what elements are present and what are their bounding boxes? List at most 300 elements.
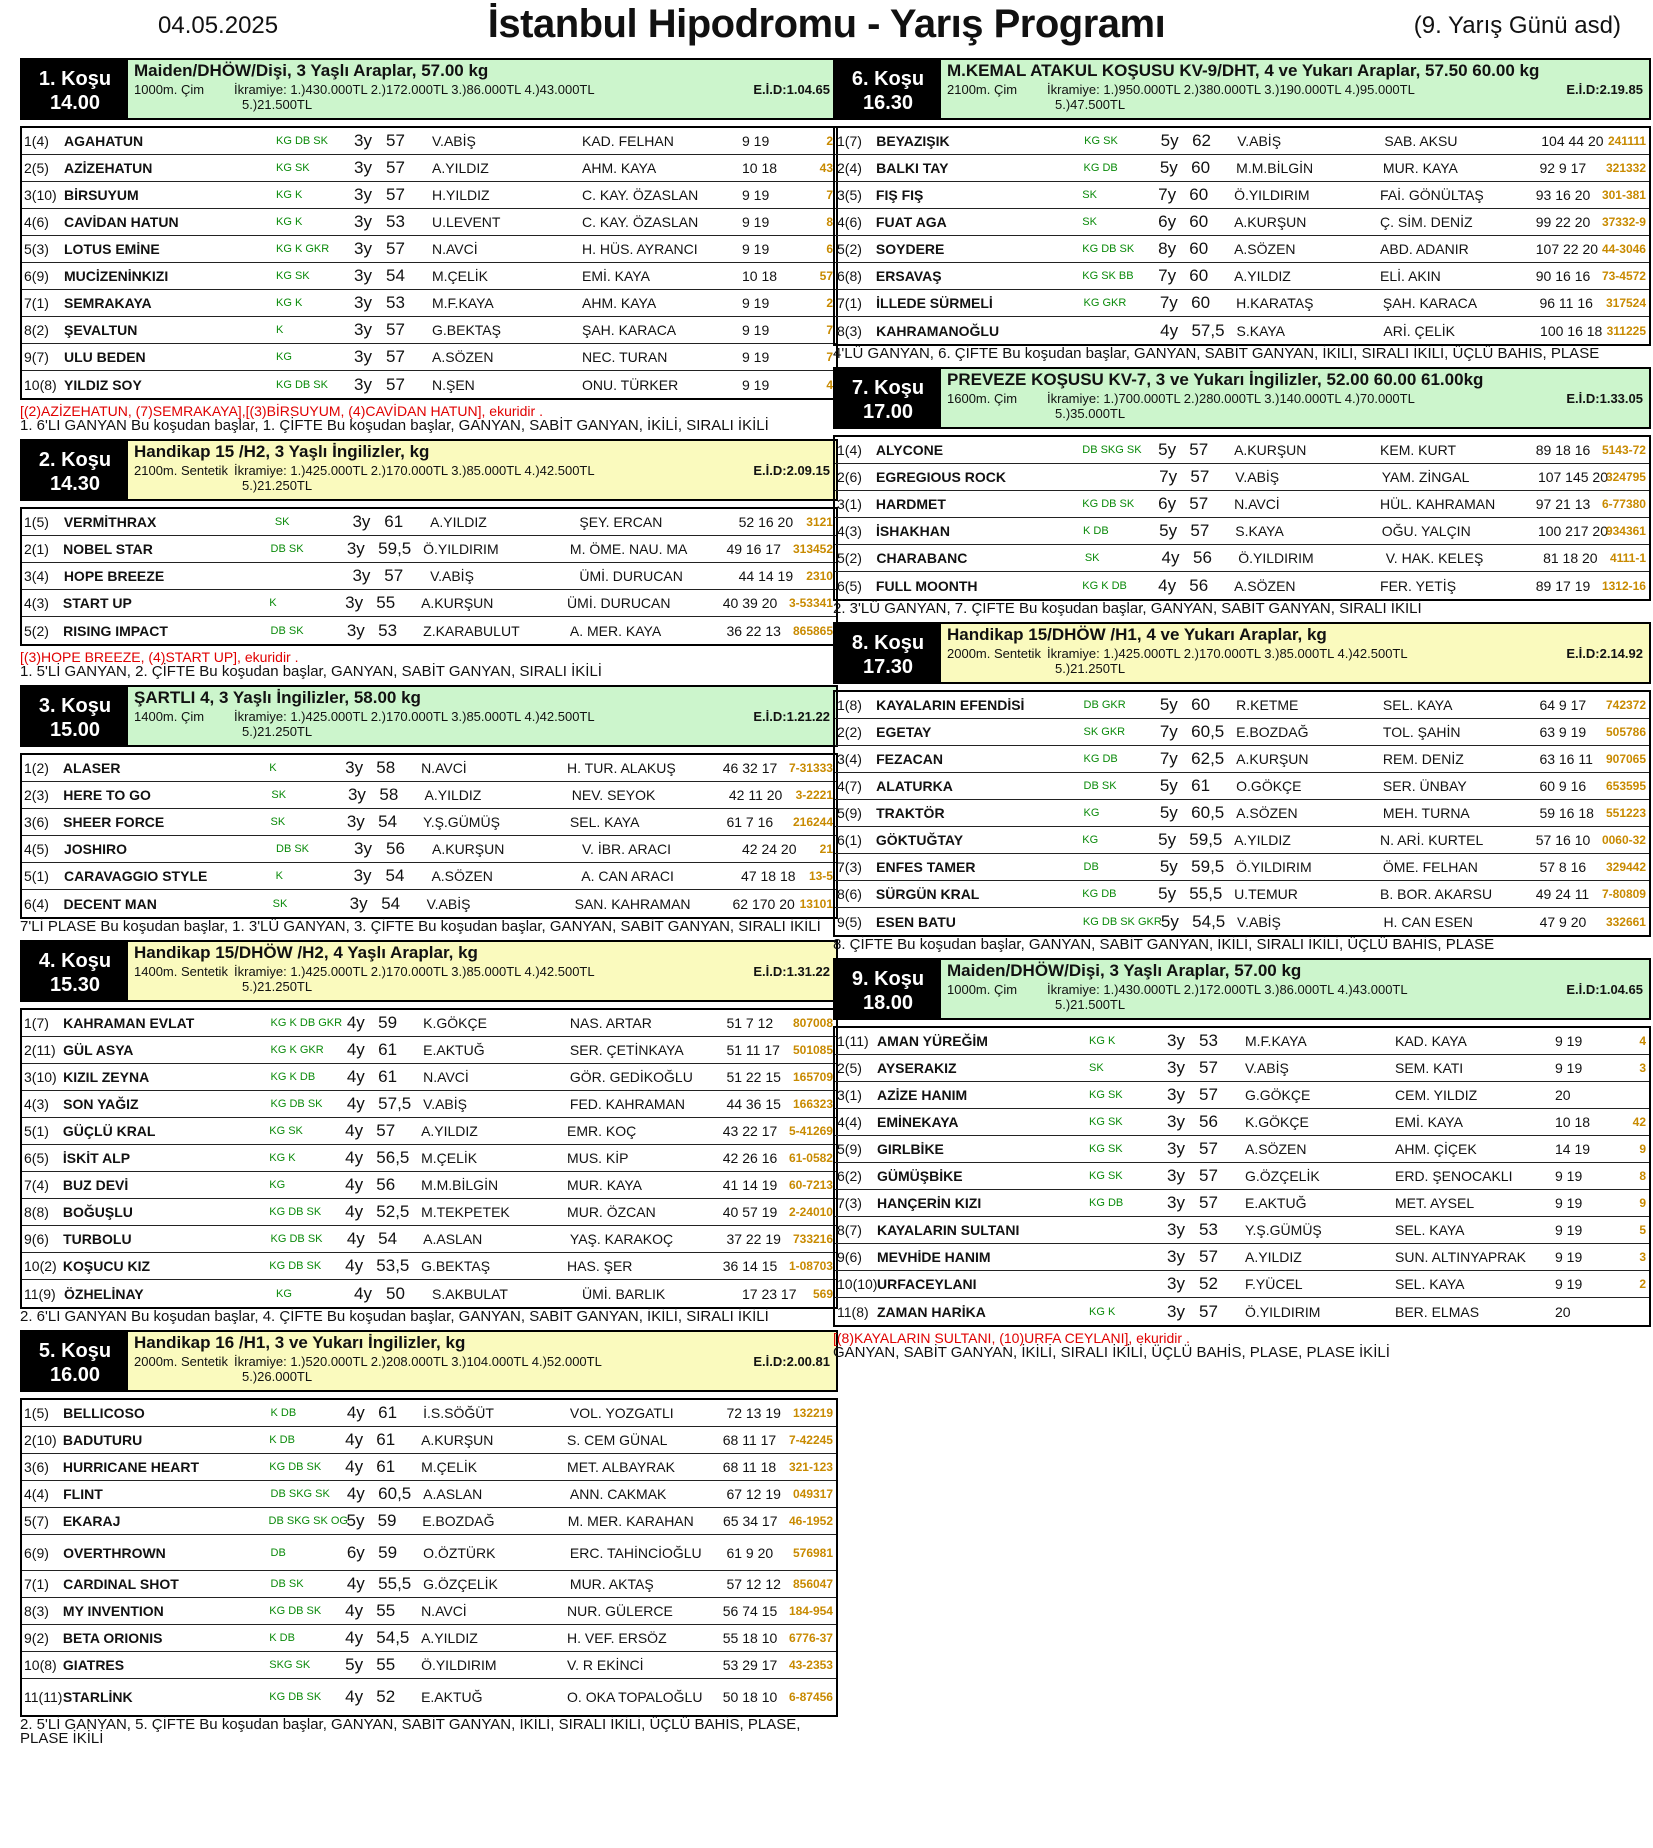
horse-name[interactable]: BUZ DEVİ bbox=[62, 1177, 129, 1193]
handicap-stats: 89 17 19 bbox=[1535, 577, 1591, 594]
runner-row[interactable] bbox=[835, 719, 1649, 746]
trainer: ÜMİ. DURUCAN bbox=[567, 595, 671, 611]
horse-age: 3y bbox=[347, 785, 366, 804]
horse-name[interactable]: ENFES TAMER bbox=[876, 859, 976, 875]
last-form: 61-0582 bbox=[788, 1151, 833, 1165]
horse-name[interactable]: BOĞUŞLU bbox=[62, 1204, 133, 1220]
jockey: A.YILDIZ bbox=[432, 160, 489, 176]
handicap-stats: 42 24 20 bbox=[742, 841, 797, 857]
horse-age: 3y bbox=[354, 839, 372, 858]
horse-name[interactable]: ALYCONE bbox=[875, 442, 944, 458]
equipment: DB SK bbox=[270, 543, 304, 555]
horse-name[interactable]: FLINT bbox=[63, 1486, 103, 1502]
equipment: KG K DB bbox=[1082, 579, 1127, 592]
race-header bbox=[833, 367, 1651, 429]
runner-number: 4(6) bbox=[837, 214, 862, 230]
horse-name[interactable]: ERSAVAŞ bbox=[875, 268, 942, 284]
runner-row[interactable] bbox=[835, 692, 1649, 719]
race-title: PREVEZE KOŞUSU KV-7, 3 ve Yukarı İngilizler, 52.00 60.00 61.00kg bbox=[947, 370, 1484, 389]
runner-row[interactable] bbox=[835, 437, 1649, 464]
horse-name[interactable]: KAYALARIN EFENDİSİ bbox=[876, 697, 1025, 713]
runner-row[interactable] bbox=[22, 290, 836, 317]
equipment: DB SK bbox=[270, 1578, 304, 1590]
race-number-box bbox=[22, 1332, 128, 1390]
horse-name[interactable]: START UP bbox=[62, 595, 132, 611]
last-form: 46-1952 bbox=[788, 1514, 834, 1528]
runner-row[interactable] bbox=[22, 1064, 836, 1091]
last-form: 049317 bbox=[792, 1487, 834, 1501]
runner-row[interactable] bbox=[22, 509, 836, 536]
horse-name[interactable]: BALKI TAY bbox=[876, 160, 949, 176]
weight: 54 bbox=[378, 812, 398, 831]
race-distance: 1400m. Çim bbox=[134, 709, 205, 724]
equipment: DB SKG SK OG bbox=[268, 1515, 348, 1527]
last-form: 505786 bbox=[1605, 725, 1647, 739]
horse-name[interactable]: ULU BEDEN bbox=[64, 349, 146, 365]
weight: 57 bbox=[1189, 440, 1209, 459]
runner-number: 7(1) bbox=[24, 1576, 49, 1592]
runner-row[interactable] bbox=[22, 128, 836, 155]
horse-name[interactable]: URFACEYLANI bbox=[877, 1276, 977, 1292]
runner-row[interactable] bbox=[22, 182, 836, 209]
runner-row[interactable] bbox=[835, 1028, 1649, 1055]
horse-name[interactable]: AYSERAKIZ bbox=[877, 1060, 957, 1076]
last-form: 3 bbox=[1639, 1061, 1646, 1075]
handicap-stats: 9 19 bbox=[1555, 1276, 1583, 1292]
trainer: REM. DENİZ bbox=[1382, 751, 1464, 767]
race-prize-5th: 5.)26.000TL bbox=[242, 1369, 313, 1384]
trainer: EMİ. KAYA bbox=[1395, 1114, 1463, 1130]
trainer: NUR. GÜLERCE bbox=[567, 1603, 673, 1619]
runner-row[interactable] bbox=[835, 464, 1649, 491]
handicap-stats: 104 44 20 bbox=[1541, 133, 1604, 149]
runner-row[interactable] bbox=[835, 545, 1649, 572]
horse-age: 7y bbox=[1159, 722, 1178, 741]
horse-name[interactable]: AGAHATUN bbox=[64, 133, 144, 149]
runner-row[interactable] bbox=[22, 863, 836, 890]
equipment: KG SK bbox=[1089, 1116, 1123, 1128]
horse-name[interactable]: JOSHIRO bbox=[64, 841, 128, 857]
trainer: ERC. TAHİNCİOĞLU bbox=[569, 1544, 702, 1561]
bet-types-note: 2. 3'LÜ GANYAN, 7. ÇİFTE Bu koşudan başlar, GANYAN, SABİT GANYAN, SIRALI İKİLİ bbox=[833, 600, 1422, 617]
equipment: KG SK bbox=[1089, 1089, 1123, 1101]
jockey: Y.Ş.GÜMÜŞ bbox=[1245, 1222, 1322, 1238]
horse-name[interactable]: BADUTURU bbox=[62, 1432, 143, 1448]
runner-row[interactable] bbox=[22, 1145, 836, 1172]
runner-number: 2(3) bbox=[24, 787, 49, 803]
runner-row[interactable] bbox=[835, 746, 1649, 773]
last-form: 2 bbox=[826, 134, 833, 148]
runner-row[interactable] bbox=[835, 1109, 1649, 1136]
trainer: ÜMİ. BARLIK bbox=[582, 1285, 666, 1302]
runner-row[interactable] bbox=[22, 1454, 836, 1481]
weight: 60 bbox=[1189, 185, 1209, 204]
handicap-stats: 9 19 bbox=[1555, 1222, 1583, 1238]
runner-row[interactable] bbox=[835, 491, 1649, 518]
runner-row[interactable] bbox=[835, 1217, 1649, 1244]
weight: 57 bbox=[376, 1121, 396, 1140]
runner-row[interactable] bbox=[835, 908, 1649, 935]
runner-row[interactable] bbox=[22, 617, 836, 644]
last-form: 807008 bbox=[792, 1016, 834, 1030]
race-info bbox=[941, 60, 1649, 118]
runner-number: 8(3) bbox=[24, 1603, 49, 1619]
handicap-stats: 61 7 16 bbox=[726, 814, 774, 830]
horse-age: 5y bbox=[1158, 830, 1177, 849]
runner-row[interactable] bbox=[22, 344, 836, 371]
horse-name[interactable]: BETA ORIONIS bbox=[62, 1630, 163, 1646]
handicap-stats: 107 145 20 bbox=[1537, 469, 1609, 485]
runner-row[interactable] bbox=[22, 782, 836, 809]
handicap-stats: 59 16 18 bbox=[1539, 805, 1594, 821]
horse-name[interactable]: CHARABANC bbox=[876, 550, 968, 566]
runner-row[interactable] bbox=[22, 1280, 836, 1307]
handicap-stats: 42 26 16 bbox=[722, 1150, 778, 1166]
horse-name[interactable]: BİRSUYUM bbox=[64, 187, 139, 203]
runner-table bbox=[833, 690, 1651, 937]
horse-name[interactable]: CAVİDAN HATUN bbox=[64, 214, 179, 230]
race-details bbox=[947, 646, 1643, 661]
runner-row[interactable] bbox=[22, 1226, 836, 1253]
runner-row[interactable] bbox=[835, 209, 1649, 236]
last-form: 0060-32 bbox=[1601, 833, 1646, 847]
race-prize: İkramiye: 1.)430.000TL 2.)172.000TL 3.)86.000TL 4.)43.000TL bbox=[234, 82, 595, 97]
runner-row[interactable] bbox=[835, 1082, 1649, 1109]
equipment: KG DB SK bbox=[270, 1233, 323, 1245]
horse-name[interactable]: ALATURKA bbox=[876, 778, 953, 794]
horse-name[interactable]: STARLİNK bbox=[62, 1689, 133, 1705]
trainer: MUR. AKTAŞ bbox=[569, 1576, 654, 1592]
race-prize: İkramiye: 1.)520.000TL 2.)208.000TL 3.)104.000TL 4.)52.000TL bbox=[234, 1354, 602, 1369]
runner-row[interactable] bbox=[22, 1037, 836, 1064]
equipment: KG DB bbox=[1089, 1197, 1124, 1209]
trainer: MEH. TURNA bbox=[1382, 805, 1470, 821]
horse-name[interactable]: AZİZEHATUN bbox=[64, 160, 153, 176]
race-details bbox=[134, 1354, 830, 1369]
runner-row[interactable] bbox=[835, 290, 1649, 317]
runner-row[interactable] bbox=[22, 1598, 836, 1625]
horse-name[interactable]: LOTUS EMİNE bbox=[64, 241, 160, 257]
runner-row[interactable] bbox=[22, 155, 836, 182]
runner-row[interactable] bbox=[835, 518, 1649, 545]
runner-row[interactable] bbox=[835, 1190, 1649, 1217]
horse-age: 8y bbox=[1158, 239, 1177, 258]
horse-age: 5y bbox=[1160, 911, 1179, 931]
equipment: KG DB SK bbox=[269, 1605, 322, 1617]
runner-row[interactable] bbox=[22, 755, 836, 782]
runner-row[interactable] bbox=[835, 1298, 1649, 1325]
weight: 61 bbox=[378, 1040, 398, 1059]
horse-name[interactable]: EGETAY bbox=[876, 724, 932, 740]
horse-age: 6y bbox=[346, 1542, 365, 1562]
runner-row[interactable] bbox=[835, 572, 1649, 599]
runner-row[interactable] bbox=[835, 128, 1649, 155]
bet-types-note: 7'Lİ PLASE Bu koşudan başlar, 1. 3'LÜ GANYAN, 3. ÇİFTE Bu koşudan başlar, GANYAN, SABİT GANYAN, SIRALI İKİLİ bbox=[20, 918, 821, 935]
horse-name[interactable]: SOYDERE bbox=[875, 241, 945, 257]
runner-row[interactable] bbox=[22, 1172, 836, 1199]
horse-name[interactable]: VERMİTHRAX bbox=[63, 514, 157, 530]
trainer: MUR. KAYA bbox=[567, 1177, 642, 1193]
runner-row[interactable] bbox=[835, 881, 1649, 908]
runner-row[interactable] bbox=[22, 1625, 836, 1652]
horse-name[interactable]: İSHAKHAN bbox=[876, 523, 950, 539]
runner-row[interactable] bbox=[22, 371, 836, 398]
runner-row[interactable] bbox=[22, 1091, 836, 1118]
weight: 61 bbox=[376, 1430, 396, 1449]
trainer: ELİ. AKIN bbox=[1380, 268, 1441, 284]
horse-name[interactable]: TRAKTÖR bbox=[876, 805, 945, 821]
right-race-column bbox=[833, 58, 1651, 1366]
runner-row[interactable] bbox=[835, 854, 1649, 881]
runner-number: 2(1) bbox=[24, 541, 49, 557]
ekuri-note: [(8)KAYALARIN SULTANI, (10)URFA CEYLANI], ekuridir . bbox=[833, 1330, 1190, 1346]
horse-name[interactable]: CARDINAL SHOT bbox=[63, 1576, 179, 1592]
horse-name[interactable]: MEVHİDE HANIM bbox=[877, 1249, 991, 1265]
trainer: V. İBR. ARACI bbox=[582, 841, 671, 857]
runner-number: 7(3) bbox=[837, 1195, 862, 1211]
horse-name[interactable]: SEMRAKAYA bbox=[64, 295, 152, 311]
equipment: SK bbox=[274, 516, 290, 528]
runner-number: 4(4) bbox=[837, 1114, 862, 1130]
last-form: 9 bbox=[1639, 1196, 1646, 1210]
horse-name[interactable]: KIZIL ZEYNA bbox=[63, 1069, 150, 1085]
trainer: SER. ÇETİNKAYA bbox=[569, 1042, 684, 1058]
horse-age: 3y bbox=[346, 812, 365, 831]
jockey: M.ÇELİK bbox=[421, 1459, 478, 1475]
jockey: V.ABİŞ bbox=[426, 895, 471, 912]
horse-name[interactable]: GIATRES bbox=[62, 1657, 125, 1673]
race-time: 16.00 bbox=[49, 1364, 101, 1386]
runner-number: 3(10) bbox=[24, 187, 57, 203]
runner-row[interactable] bbox=[835, 1244, 1649, 1271]
handicap-stats: 37 22 19 bbox=[726, 1231, 781, 1247]
page-title: İstanbul Hipodromu - Yarış Programı bbox=[487, 2, 1166, 46]
race-distance: 2000m. Sentetik bbox=[134, 1354, 228, 1369]
runner-row[interactable] bbox=[22, 209, 836, 236]
handicap-stats: 63 9 19 bbox=[1539, 724, 1587, 740]
horse-name[interactable]: HOPE BREEZE bbox=[63, 568, 165, 584]
last-form: 4111-1 bbox=[1609, 551, 1647, 565]
horse-name[interactable]: AMAN YÜREĞİM bbox=[877, 1033, 988, 1049]
trainer: KEM. KURT bbox=[1380, 442, 1457, 458]
horse-name[interactable]: SHEER FORCE bbox=[63, 814, 165, 830]
runner-row[interactable] bbox=[22, 1508, 836, 1535]
horse-name[interactable]: RISING IMPACT bbox=[63, 622, 168, 639]
last-form: 7 bbox=[826, 323, 833, 337]
runner-row[interactable] bbox=[835, 236, 1649, 263]
horse-name[interactable]: EKARAJ bbox=[62, 1513, 121, 1529]
horse-name[interactable]: TURBOLU bbox=[63, 1231, 132, 1247]
horse-age: 3y bbox=[354, 158, 372, 177]
horse-name[interactable]: GÖKTUĞTAY bbox=[875, 832, 964, 848]
weight: 57 bbox=[1199, 1193, 1218, 1212]
horse-age: 3y bbox=[1167, 1031, 1185, 1050]
horse-name[interactable]: GIRLBİKE bbox=[877, 1141, 944, 1157]
runner-row[interactable] bbox=[22, 1253, 836, 1280]
horse-name[interactable]: DECENT MAN bbox=[63, 895, 157, 912]
runner-row[interactable] bbox=[22, 1571, 836, 1598]
race-distance: 1600m. Çim bbox=[947, 391, 1018, 406]
horse-name[interactable]: NOBEL STAR bbox=[63, 541, 153, 557]
jockey: A.YILDIZ bbox=[424, 787, 482, 803]
horse-name[interactable]: ÖZHELİNAY bbox=[64, 1285, 144, 1302]
horse-name[interactable]: KAHRAMANOĞLU bbox=[876, 322, 1000, 339]
handicap-stats: 44 36 15 bbox=[726, 1096, 781, 1112]
horse-name[interactable]: GÜL ASYA bbox=[63, 1042, 134, 1058]
runner-row[interactable] bbox=[835, 800, 1649, 827]
race-block bbox=[833, 958, 1651, 1360]
runner-row[interactable] bbox=[22, 836, 836, 863]
runner-row[interactable] bbox=[22, 1535, 836, 1571]
runner-row[interactable] bbox=[22, 890, 836, 917]
horse-name[interactable]: MY INVENTION bbox=[62, 1603, 164, 1619]
weight: 57 bbox=[1199, 1301, 1218, 1321]
runner-row[interactable] bbox=[22, 1010, 836, 1037]
trainer: ARİ. ÇELİK bbox=[1383, 322, 1455, 339]
runner-row[interactable] bbox=[835, 1136, 1649, 1163]
runner-row[interactable] bbox=[22, 1400, 836, 1427]
runner-row[interactable] bbox=[835, 155, 1649, 182]
handicap-stats: 97 21 13 bbox=[1535, 496, 1591, 512]
last-form: 321332 bbox=[1605, 161, 1647, 175]
horse-name[interactable]: GÜMÜŞBİKE bbox=[877, 1168, 963, 1184]
horse-name[interactable]: EGREGIOUS ROCK bbox=[876, 469, 1006, 485]
equipment: SK bbox=[1084, 552, 1100, 564]
runner-row[interactable] bbox=[22, 317, 836, 344]
runner-row[interactable] bbox=[835, 263, 1649, 290]
handicap-stats: 17 23 17 bbox=[742, 1285, 797, 1302]
horse-name[interactable]: OVERTHROWN bbox=[63, 1544, 166, 1561]
race-header bbox=[833, 58, 1651, 120]
runner-number: 1(2) bbox=[24, 760, 49, 776]
weight: 57 bbox=[1190, 521, 1210, 540]
runner-row[interactable] bbox=[22, 809, 836, 836]
jockey: A.SÖZEN bbox=[431, 868, 493, 884]
runner-row[interactable] bbox=[22, 1679, 836, 1715]
horse-name[interactable]: ŞEVALTUN bbox=[64, 322, 138, 338]
trainer: SER. ÜNBAY bbox=[1382, 778, 1467, 794]
horse-name[interactable]: KAYALARIN SULTANI bbox=[877, 1222, 1020, 1238]
horse-name[interactable]: SON YAĞIZ bbox=[63, 1096, 139, 1112]
race-block bbox=[20, 940, 838, 1324]
runner-row[interactable] bbox=[835, 1163, 1649, 1190]
horse-name[interactable]: MUCİZENİNKIZI bbox=[64, 268, 169, 284]
jockey: G.ÖZÇELİK bbox=[423, 1576, 498, 1592]
horse-name[interactable]: YILDIZ SOY bbox=[64, 376, 142, 393]
runner-number: 5(9) bbox=[837, 1141, 862, 1157]
race-number-box bbox=[22, 60, 128, 118]
weight: 56 bbox=[1193, 548, 1212, 567]
horse-name[interactable]: BELLICOSO bbox=[63, 1405, 145, 1421]
runner-row[interactable] bbox=[22, 1199, 836, 1226]
runner-table bbox=[833, 1026, 1651, 1327]
runner-number: 6(8) bbox=[837, 268, 862, 284]
runner-row[interactable] bbox=[835, 773, 1649, 800]
runner-row[interactable] bbox=[835, 1271, 1649, 1298]
runner-row[interactable] bbox=[22, 1427, 836, 1454]
horse-age: 7y bbox=[1158, 185, 1177, 204]
jockey: A.SÖZEN bbox=[1234, 241, 1296, 257]
horse-name[interactable]: ZAMAN HARİKA bbox=[877, 1303, 986, 1320]
horse-name[interactable]: SÜRGÜN KRAL bbox=[875, 886, 980, 902]
handicap-stats: 9 19 bbox=[742, 349, 770, 365]
horse-name[interactable]: HURRICANE HEART bbox=[62, 1459, 200, 1475]
horse-name[interactable]: ESEN BATU bbox=[876, 913, 956, 930]
runner-row[interactable] bbox=[22, 590, 836, 617]
weight: 57 bbox=[1199, 1058, 1218, 1077]
trainer: O. OKA TOPALOĞLU bbox=[567, 1689, 703, 1705]
jockey: A.KURŞUN bbox=[1234, 442, 1307, 458]
handicap-stats: 96 11 16 bbox=[1539, 295, 1593, 311]
horse-name[interactable]: İLLEDE SÜRMELİ bbox=[876, 295, 993, 311]
weight: 61 bbox=[384, 512, 404, 531]
horse-name[interactable]: HARDMET bbox=[875, 496, 946, 512]
horse-name[interactable]: FIŞ FIŞ bbox=[875, 187, 924, 203]
last-form: 6-87456 bbox=[788, 1690, 833, 1704]
handicap-stats: 50 18 10 bbox=[722, 1689, 778, 1705]
horse-age: 6y bbox=[1158, 212, 1177, 231]
runner-row[interactable] bbox=[22, 263, 836, 290]
race-block bbox=[20, 58, 838, 433]
runner-row[interactable] bbox=[22, 1652, 836, 1679]
weight: 60 bbox=[1191, 158, 1211, 177]
horse-name[interactable]: FUAT AGA bbox=[875, 214, 947, 230]
horse-age: 5y bbox=[1159, 695, 1178, 714]
horse-age: 3y bbox=[354, 212, 372, 231]
handicap-stats: 9 19 bbox=[742, 376, 770, 393]
horse-name[interactable]: GÜÇLÜ KRAL bbox=[62, 1123, 156, 1139]
horse-name[interactable]: HERE TO GO bbox=[63, 787, 151, 803]
horse-name[interactable]: KAHRAMAN EVLAT bbox=[63, 1015, 195, 1031]
handicap-stats: 9 19 bbox=[742, 214, 770, 230]
runner-row[interactable] bbox=[22, 536, 836, 563]
race-block bbox=[20, 685, 838, 934]
race-record: E.İ.D:2.14.92 bbox=[1566, 646, 1643, 661]
horse-name[interactable]: CARAVAGGIO STYLE bbox=[63, 868, 208, 884]
runner-row[interactable] bbox=[835, 1055, 1649, 1082]
horse-name[interactable]: ALASER bbox=[62, 760, 121, 776]
race-record: E.İ.D:2.09.15 bbox=[753, 463, 830, 478]
horse-name[interactable]: BEYAZIŞIK bbox=[876, 133, 950, 149]
runner-row[interactable] bbox=[835, 317, 1649, 344]
runner-row[interactable] bbox=[835, 182, 1649, 209]
trainer: BER. ELMAS bbox=[1395, 1303, 1480, 1320]
horse-name[interactable]: İSKİT ALP bbox=[62, 1150, 131, 1166]
horse-name[interactable]: EMİNEKAYA bbox=[877, 1114, 959, 1130]
race-number: 8. Koşu bbox=[851, 632, 925, 654]
equipment: KG SK bbox=[269, 1125, 303, 1137]
weight: 61 bbox=[378, 1403, 398, 1422]
runner-row[interactable] bbox=[835, 827, 1649, 854]
equipment: KG K bbox=[1089, 1035, 1116, 1047]
runner-row[interactable] bbox=[22, 236, 836, 263]
weight: 56 bbox=[1199, 1112, 1218, 1131]
equipment: KG DB SK bbox=[276, 378, 328, 391]
runner-number: 11(11) bbox=[24, 1689, 63, 1705]
horse-name[interactable]: KOŞUCU KIZ bbox=[62, 1258, 151, 1274]
horse-name[interactable]: AZİZE HANIM bbox=[877, 1087, 968, 1103]
runner-row[interactable] bbox=[22, 563, 836, 590]
runner-row[interactable] bbox=[22, 1481, 836, 1508]
race-prize-5th: 5.)21.250TL bbox=[242, 979, 313, 994]
horse-name[interactable]: FEZACAN bbox=[876, 751, 944, 767]
horse-name[interactable]: HANÇERİN KIZI bbox=[877, 1195, 982, 1211]
weight: 56 bbox=[386, 839, 405, 858]
runner-row[interactable] bbox=[22, 1118, 836, 1145]
last-form: 7 bbox=[826, 188, 833, 202]
horse-name[interactable]: FULL MOONTH bbox=[875, 577, 978, 594]
race-block bbox=[833, 58, 1651, 361]
